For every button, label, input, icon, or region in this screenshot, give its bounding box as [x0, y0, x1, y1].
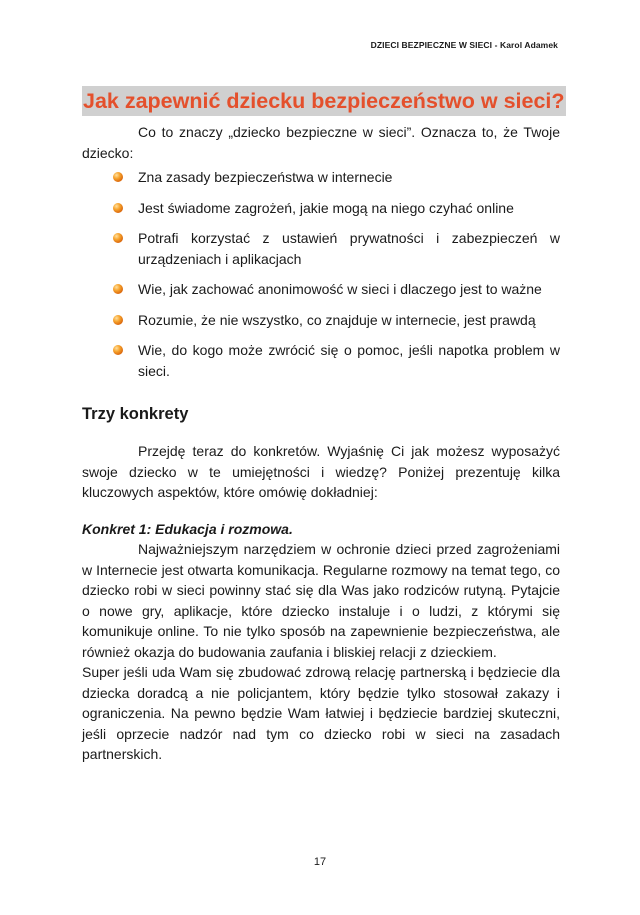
konkret-1-heading: Konkret 1: Edukacja i rozmowa. — [82, 520, 293, 537]
list-item — [82, 198, 560, 219]
intro-paragraph: Co to znaczy „dziecko bezpieczne w sieci”. Oznacza to, że Twoje dziecko: — [82, 124, 560, 161]
orange-ball-bullet-icon — [113, 172, 123, 182]
list-item — [82, 340, 560, 381]
orange-ball-bullet-icon — [113, 203, 123, 213]
orange-ball-bullet-icon — [113, 315, 123, 325]
orange-ball-bullet-icon — [113, 233, 123, 243]
list-item — [82, 228, 560, 269]
list-item — [82, 310, 560, 331]
section-paragraph: Przejdę teraz do konkretów. Wyjaśnię Ci jak możesz wyposażyć swoje dziecko w te umiejętności i wiedzę? Poniżej prezentuję kilka kluczowych aspektów, które omówię dokładniej: — [82, 443, 560, 500]
bullet-list — [82, 167, 560, 381]
konkret-1-paragraph-2: Super jeśli uda Wam się zbudować zdrową relację partnerską i będziecie dla dziecka doradcą a nie policjantem, który będzie tylko stosował zakazy i ograniczenia. Na pewno będzie Wam łatwiej i będziecie bardziej skuteczni, jeśli oprzecie nadzór nad tym co dziecko robi w sieci na zasadach partnerskich. — [82, 664, 560, 762]
list-item-text: Zna zasady bezpieczeństwa w internecie — [138, 169, 393, 185]
orange-ball-bullet-icon — [113, 345, 123, 355]
page-number: 17 — [313, 856, 327, 868]
list-item-text: Rozumie, że nie wszystko, co znajduje w internecie, jest prawdą — [138, 311, 536, 328]
list-item — [82, 279, 560, 300]
orange-ball-bullet-icon — [113, 284, 123, 294]
list-item-text: Potrafi korzystać z ustawień prywatności i zabezpieczeń w urządzeniach i aplikacjach — [138, 230, 560, 267]
list-item — [82, 167, 560, 188]
konkret-1-paragraph-1: Najważniejszym narzędziem w ochronie dzieci przed zagrożeniami w Internecie jest otwarta komunikacja. Regularne rozmowy na temat tego, co dziecko robi w sieci powinny stać się dla Was jako rodziców rutyną. Pytajcie o nowe gry, aplikacje, które dziecko instaluje i o ludzi, z którymi się komunikuje online. To nie tylko sposób na zapewnienie bezpieczeństwa, ale również okazja do budowania zaufania i bliskiej relacji z dzieckiem. — [82, 541, 560, 660]
page-title: Jak zapewnić dziecku bezpieczeństwo w sieci? — [82, 86, 566, 116]
running-header: DZIECI BEZPIECZNE W SIECI - Karol Adamek — [370, 40, 558, 50]
page-content — [82, 86, 565, 765]
list-item-text: Wie, jak zachować anonimowość w sieci i dlaczego jest to ważne — [138, 281, 542, 297]
list-item-text: Jest świadome zagrożeń, jakie mogą na niego czyhać online — [138, 199, 514, 216]
section-heading: Trzy konkrety — [82, 405, 189, 423]
list-item-text: Wie, do kogo może zwrócić się o pomoc, jeśli napotka problem w sieci. — [138, 342, 560, 379]
